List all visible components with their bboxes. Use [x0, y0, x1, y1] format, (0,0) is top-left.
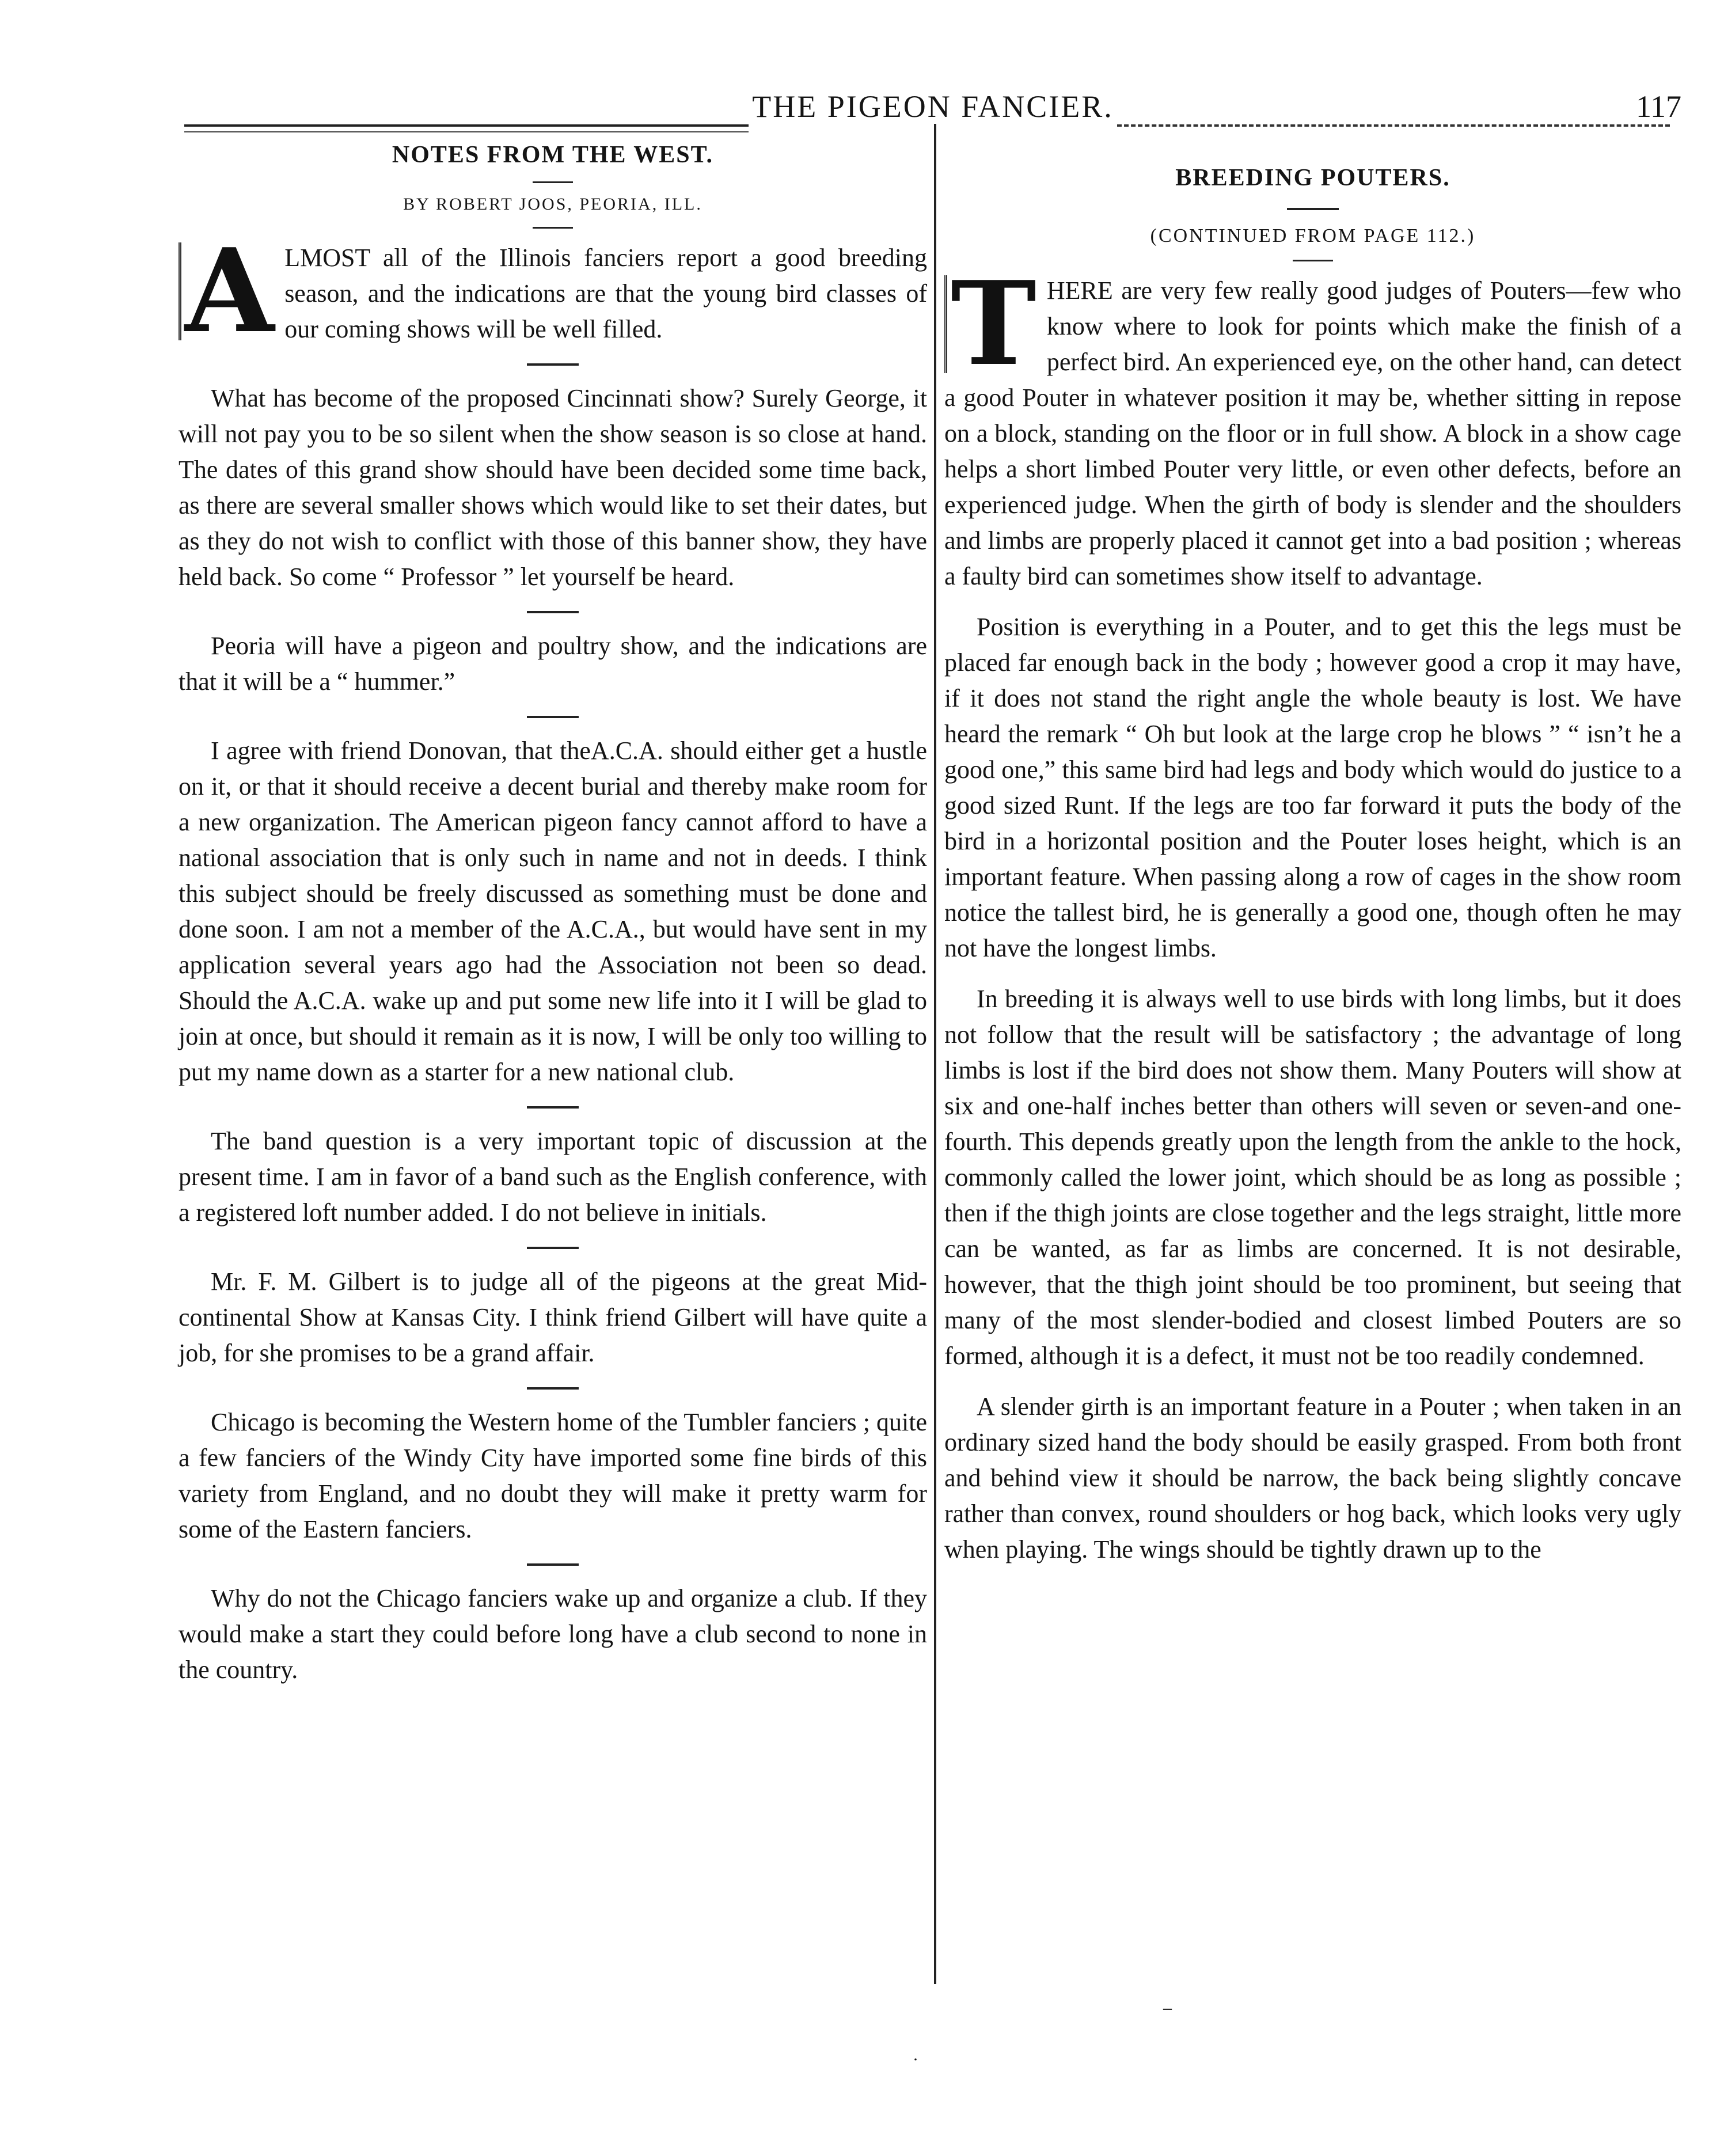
right-first-paragraph	[944, 256, 1681, 594]
right-first-paragraph-text: HERE are very few really good judges of Pouters—few who know where to look for points which make the finish of a perfect bird. An experienced eye, on the other hand, can detect a good Pouter in whatever position it may be, whether sitting in repose on a block, standing on the floor or in full show. A block in a show cage helps a short limbed Pouter very little, or even other defects, before an experienced judge. When the girth of body is slender and the shoulders and limbs are properly placed it cannot get into a bad position ; whereas a faulty bird can sometimes show itself to advantage.	[944, 276, 1681, 590]
separator	[527, 1247, 579, 1249]
left-paragraph: What has become of the proposed Cincinnati show? Surely George, it will not pay you to be so silent when the show season is so close at hand. The dates of this grand show should have been decided some time back, as there are several smaller shows which would like to set their dates, but as they do not wish to conflict with those of this banner show, they have held back. So come “ Professor ” let yourself be heard.	[179, 384, 927, 591]
left-article-title: NOTES FROM THE WEST.	[392, 142, 714, 168]
separator	[527, 611, 579, 613]
left-paragraph: Mr. F. M. Gilbert is to judge all of the pigeons at the great Mid-continental Show at Kansas City. I think friend Gilbert will have quite a job, for she promises to be a grand affair.	[179, 1267, 927, 1367]
page-mark-dot: ·	[913, 2050, 918, 2069]
right-paragraph: Position is everything in a Pouter, and to get this the legs must be placed far enough back in the body ; however good a crop it may have, if it does not stand the right angle the whole beauty is lost. We have heard the remark “ Oh but look at the large crop he blows ” “ isn’t he a good one,” this same bird had legs and body which would do justice to a good sized Runt. If the legs are too far forward it puts the body of the bird in a horizontal position and the Pouter loses height, which is an important feature. When passing along a row of cages in the show room notice the tallest bird, he is generally a good one, though often he may not have the longest limbs.	[944, 613, 1681, 962]
publication-title: THE PIGEON FANCIER.	[752, 89, 1114, 124]
header-rule-left-thin	[184, 131, 749, 132]
column-divider	[934, 124, 936, 1984]
left-first-paragraph	[179, 223, 927, 359]
left-paragraph: The band question is a very important topic of discussion at the present time. I am in favor of a band such as the English conference, with a registered loft number added. I do not believe in initials.	[179, 1127, 927, 1227]
continued-note: (CONTINUED FROM PAGE 112.)	[1150, 225, 1476, 246]
left-paragraph: Peoria will have a pigeon and poultry show, and the indications are that it will be a “ hummer.”	[179, 632, 927, 696]
page-number: 117	[1636, 89, 1681, 124]
separator	[1293, 260, 1333, 261]
separator	[527, 363, 579, 366]
right-article-title: BREEDING POUTERS.	[1175, 165, 1450, 191]
left-column	[179, 141, 927, 1703]
separator	[533, 181, 573, 183]
page-header	[184, 86, 1681, 138]
right-paragraph: In breeding it is always well to use birds with long limbs, but it does not follow that the result will be satisfactory ; the advantage of long limbs is lost if the bird does not show them. Many Pouters will show at six and one-half inches better than others will seven or seven-and one-fourth. This depends greatly upon the length from the ankle to the hock, commonly called the lower joint, which should be as long as possible ; then if the thigh joints are close together and the legs straight, little more can be wanted, as far as limbs are concerned. It is not desirable, however, that the thigh joint should be too prominent, but seeing that many of the most slender-bodied and closest limbed Pouters are so formed, although it is a defect, it must not be too readily condemned.	[944, 985, 1681, 1370]
left-paragraph: Chicago is becoming the Western home of the Tumbler fanciers ; quite a few fanciers of the Windy City have imported some fine birds of this variety from England, and no doubt they will make it pretty warm for some of the Eastern fanciers.	[179, 1408, 927, 1543]
left-paragraph: Why do not the Chicago fanciers wake up and organize a club. If they would make a start they could before long have a club second to none in the country.	[179, 1584, 927, 1684]
separator	[527, 1563, 579, 1566]
left-first-paragraph-text: LMOST all of the Illinois fanciers report a good breeding season, and the indications are that the young bird classes of our coming shows will be well filled.	[284, 244, 927, 343]
separator	[527, 716, 579, 718]
page-mark-dash: –	[1163, 1998, 1172, 2017]
separator	[527, 1106, 579, 1109]
separator	[533, 227, 573, 229]
left-article-byline: BY ROBERT JOOS, PEORIA, ILL.	[403, 195, 702, 214]
right-paragraph: A slender girth is an important feature in a Pouter ; when taken in an ordinary sized hand the body should be easily grasped. From both front and behind view it should be narrow, the back being slightly concave rather than convex, round shoulders or hog back, which looks very ugly when playing. The wings should be tightly drawn up to the	[944, 1392, 1681, 1563]
drop-cap-letter: T	[944, 275, 1036, 373]
drop-cap-letter: A	[179, 242, 274, 340]
left-paragraph: I agree with friend Donovan, that theA.C.A. should either get a hustle on it, or that it should receive a decent burial and thereby make room for a new organization. The American pigeon fancy cannot afford to have a national association that is only such in name and not in deeds. I think this subject should be freely discussed as something must be done and done soon. I am not a member of the A.C.A., but would have sent in my application several years ago had the Association not been so dead. Should the A.C.A. wake up and put some new life into it I will be glad to join at once, but should it remain as it is now, I will be only too willing to put my name down as a starter for a new national club.	[179, 737, 927, 1086]
separator	[1287, 208, 1339, 210]
right-column	[944, 141, 1681, 1582]
separator	[527, 1387, 579, 1390]
